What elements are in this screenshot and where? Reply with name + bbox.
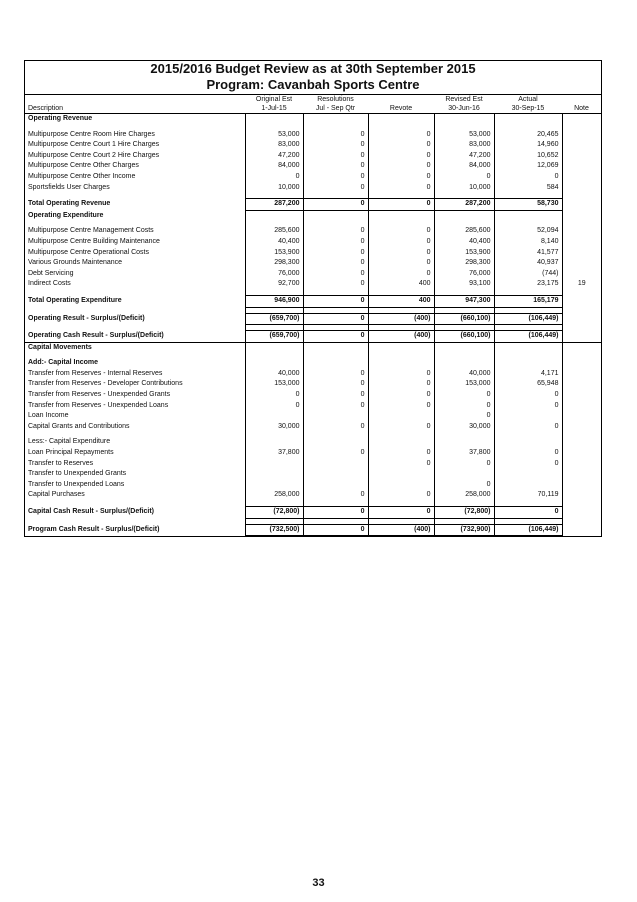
row-description: Transfer to Unexpended Loans (28, 480, 125, 488)
cell-note (562, 411, 601, 422)
cell-note (562, 114, 601, 125)
row-description: Total Operating Revenue (28, 200, 111, 208)
cell-actual: 65,948 (494, 379, 562, 390)
cell-note (562, 130, 601, 141)
cell-note (562, 422, 601, 433)
cell-revised: 83,000 (434, 140, 494, 151)
cell-actual: 40,937 (494, 258, 562, 269)
cell-res (303, 358, 368, 369)
cell-note (562, 490, 601, 501)
cell-res: 0 (303, 269, 368, 280)
cell-res (303, 210, 368, 221)
page-number: 33 (312, 877, 325, 889)
cell-actual: 0 (494, 507, 562, 519)
line-item-row (25, 437, 601, 448)
line-item-row (25, 469, 601, 480)
cell-orig: 47,200 (245, 151, 303, 162)
cell-revote: 0 (368, 379, 434, 390)
cell-note (562, 237, 601, 248)
cell-note (562, 507, 601, 519)
cell-orig (245, 342, 303, 353)
total-row (25, 295, 601, 307)
cell-orig (245, 480, 303, 491)
row-description: Transfer to Unexpended Grants (28, 470, 127, 478)
cell-revised: 0 (434, 401, 494, 412)
cell-revote: 0 (368, 390, 434, 401)
cell-note (562, 342, 601, 353)
cell-revised: (732,900) (434, 524, 494, 536)
cell-revised (434, 358, 494, 369)
header-actual: Actual (494, 95, 562, 105)
cell-revised (434, 114, 494, 125)
cell-note (562, 390, 601, 401)
cell-actual: 0 (494, 390, 562, 401)
cell-note (562, 369, 601, 380)
cell-revote: 0 (368, 490, 434, 501)
cell-actual: (106,449) (494, 331, 562, 343)
cell-note (562, 437, 601, 448)
cell-actual: 0 (494, 422, 562, 433)
cell-revote: 0 (368, 507, 434, 519)
cell-orig: (659,700) (245, 313, 303, 325)
cell-actual: 0 (494, 448, 562, 459)
row-description: Multipurpose Centre Management Costs (28, 227, 154, 235)
row-description: Multipurpose Centre Court 1 Hire Charges (28, 141, 160, 149)
cell-res (303, 411, 368, 422)
cell-revote (368, 437, 434, 448)
line-item-row (25, 379, 601, 390)
cell-note (562, 151, 601, 162)
cell-revised: 153,000 (434, 379, 494, 390)
total-row (25, 524, 601, 536)
cell-res: 0 (303, 313, 368, 325)
cell-actual: (106,449) (494, 524, 562, 536)
cell-note (562, 313, 601, 325)
cell-revote: 0 (368, 269, 434, 280)
cell-res (303, 114, 368, 125)
cell-res: 0 (303, 490, 368, 501)
cell-revote: 0 (368, 448, 434, 459)
cell-res: 0 (303, 331, 368, 343)
cell-revised: 84,000 (434, 161, 494, 172)
row-description: Loan Income (28, 412, 69, 420)
row-description: Sportsfields User Charges (28, 183, 110, 191)
row-description: Capital Purchases (28, 491, 85, 499)
cell-revote: 0 (368, 258, 434, 269)
cell-note (562, 248, 601, 259)
cell-revised: 40,400 (434, 237, 494, 248)
cell-actual (494, 480, 562, 491)
cell-res (303, 480, 368, 491)
cell-actual: 23,175 (494, 279, 562, 290)
section-heading (25, 114, 601, 125)
cell-actual: (106,449) (494, 313, 562, 325)
cell-actual: 58,730 (494, 199, 562, 211)
cell-note (562, 269, 601, 280)
cell-res: 0 (303, 248, 368, 259)
cell-revised: 40,000 (434, 369, 494, 380)
cell-actual: (744) (494, 269, 562, 280)
cell-revised: 0 (434, 390, 494, 401)
cell-revised (434, 342, 494, 353)
cell-revised: 47,200 (434, 151, 494, 162)
row-description: Transfer from Reserves - Internal Reserves (28, 369, 163, 377)
cell-orig (245, 437, 303, 448)
cell-note (562, 459, 601, 470)
line-item-row (25, 226, 601, 237)
cell-res (303, 459, 368, 470)
cell-actual (494, 358, 562, 369)
cell-note (562, 140, 601, 151)
cell-note (562, 401, 601, 412)
cell-note (562, 199, 601, 211)
cell-note (562, 379, 601, 390)
cell-orig: 76,000 (245, 269, 303, 280)
cell-actual: 8,140 (494, 237, 562, 248)
cell-res: 0 (303, 295, 368, 307)
cell-revised: 153,900 (434, 248, 494, 259)
cell-res (303, 437, 368, 448)
cell-revised: 285,600 (434, 226, 494, 237)
cell-note (562, 172, 601, 183)
cell-orig: 84,000 (245, 161, 303, 172)
line-item-row (25, 448, 601, 459)
cell-actual: 584 (494, 183, 562, 194)
line-item-row (25, 140, 601, 151)
cell-revote: 0 (368, 172, 434, 183)
header-revote: Revote (368, 104, 434, 114)
header-row-2 (25, 104, 601, 114)
row-description: Multipurpose Centre Other Income (28, 172, 136, 180)
cell-orig: 53,000 (245, 130, 303, 141)
cell-actual: 70,119 (494, 490, 562, 501)
section-heading (25, 358, 601, 369)
cell-revote (368, 358, 434, 369)
cell-revised: 10,000 (434, 183, 494, 194)
cell-actual: 165,179 (494, 295, 562, 307)
line-item-row (25, 183, 601, 194)
cell-actual: 20,465 (494, 130, 562, 141)
row-description: Multipurpose Centre Court 2 Hire Charges (28, 151, 160, 159)
cell-orig: (659,700) (245, 331, 303, 343)
cell-revote: 0 (368, 237, 434, 248)
cell-note (562, 183, 601, 194)
line-item-row (25, 422, 601, 433)
cell-orig: 0 (245, 172, 303, 183)
cell-actual: 14,960 (494, 140, 562, 151)
cell-revote: 0 (368, 401, 434, 412)
header-description: Description (25, 104, 245, 114)
cell-revised: 0 (434, 411, 494, 422)
budget-rows (25, 114, 601, 536)
cell-actual (494, 210, 562, 221)
cell-revote (368, 480, 434, 491)
cell-orig: 0 (245, 390, 303, 401)
header-original-date: 1-Jul-15 (245, 104, 303, 114)
cell-orig: (72,800) (245, 507, 303, 519)
cell-orig: 258,000 (245, 490, 303, 501)
cell-orig (245, 411, 303, 422)
cell-revote: (400) (368, 313, 434, 325)
cell-orig (245, 358, 303, 369)
program-title: Program: Cavanbah Sports Centre (206, 77, 420, 92)
cell-revised: (660,100) (434, 331, 494, 343)
cell-revote: 0 (368, 226, 434, 237)
header-resolutions: Resolutions (303, 95, 368, 105)
line-item-row (25, 258, 601, 269)
cell-res: 0 (303, 401, 368, 412)
total-row (25, 331, 601, 343)
cell-orig: 287,200 (245, 199, 303, 211)
cell-actual (494, 342, 562, 353)
cell-orig: 946,900 (245, 295, 303, 307)
line-item-row (25, 161, 601, 172)
cell-actual: 12,069 (494, 161, 562, 172)
cell-actual: 0 (494, 459, 562, 470)
cell-orig: 298,300 (245, 258, 303, 269)
cell-note (562, 210, 601, 221)
row-description: Program Cash Result - Surplus/(Deficit) (28, 525, 160, 533)
cell-res: 0 (303, 183, 368, 194)
cell-orig: (732,500) (245, 524, 303, 536)
cell-revote: 0 (368, 151, 434, 162)
cell-revised: 258,000 (434, 490, 494, 501)
row-description: Loan Principal Repayments (28, 449, 114, 457)
cell-res: 0 (303, 130, 368, 141)
line-item-row (25, 269, 601, 280)
row-description: Capital Cash Result - Surplus/(Deficit) (28, 508, 155, 515)
cell-res: 0 (303, 161, 368, 172)
header-actual-date: 30-Sep-15 (494, 104, 562, 114)
line-item-row (25, 459, 601, 470)
cell-revote: 0 (368, 199, 434, 211)
cell-revote: 0 (368, 459, 434, 470)
cell-actual: 0 (494, 401, 562, 412)
row-description: Multipurpose Centre Other Charges (28, 162, 139, 170)
cell-note (562, 331, 601, 343)
row-description: Less:- Capital Expenditure (28, 438, 111, 446)
cell-res: 0 (303, 390, 368, 401)
cell-revote (368, 210, 434, 221)
cell-res: 0 (303, 369, 368, 380)
cell-actual (494, 411, 562, 422)
cell-res: 0 (303, 199, 368, 211)
cell-revote: 0 (368, 422, 434, 433)
cell-revote: 0 (368, 140, 434, 151)
line-item-row (25, 237, 601, 248)
cell-note (562, 226, 601, 237)
cell-res: 0 (303, 226, 368, 237)
row-description: Various Grounds Maintenance (28, 259, 123, 267)
header-revised-est: Revised Est (434, 95, 494, 105)
cell-res: 0 (303, 258, 368, 269)
row-description: Multipurpose Centre Operational Costs (28, 248, 150, 256)
cell-revised (434, 469, 494, 480)
cell-revised: 298,300 (434, 258, 494, 269)
cell-res: 0 (303, 524, 368, 536)
report-title: 2015/2016 Budget Review as at 30th September 2015 (150, 61, 476, 76)
cell-revised: 0 (434, 480, 494, 491)
header-row-1 (25, 95, 601, 105)
cell-revote: 0 (368, 248, 434, 259)
cell-note (562, 161, 601, 172)
cell-res: 0 (303, 422, 368, 433)
budget-review-report (24, 60, 602, 537)
row-description: Add:- Capital Income (28, 359, 99, 367)
cell-res: 0 (303, 172, 368, 183)
cell-actual (494, 437, 562, 448)
total-row (25, 313, 601, 325)
total-row (25, 507, 601, 519)
cell-revote: 400 (368, 295, 434, 307)
row-description: Debt Servicing (28, 269, 74, 277)
cell-note (562, 480, 601, 491)
total-row (25, 199, 601, 211)
row-description: Indirect Costs (28, 280, 71, 288)
row-description: Transfer to Reserves (28, 459, 94, 467)
cell-res: 0 (303, 279, 368, 290)
cell-actual: 52,094 (494, 226, 562, 237)
cell-res (303, 469, 368, 480)
cell-revote: (400) (368, 524, 434, 536)
cell-note (562, 358, 601, 369)
header-resolutions-period: Jul - Sep Qtr (303, 104, 368, 114)
cell-orig: 285,600 (245, 226, 303, 237)
cell-orig: 0 (245, 401, 303, 412)
cell-revote (368, 114, 434, 125)
budget-table (25, 94, 601, 536)
row-description: Multipurpose Centre Building Maintenance (28, 237, 160, 245)
cell-revised: 93,100 (434, 279, 494, 290)
cell-orig: 30,000 (245, 422, 303, 433)
cell-orig: 40,000 (245, 369, 303, 380)
cell-revote: 0 (368, 130, 434, 141)
header-revised-date: 30-Jun-16 (434, 104, 494, 114)
cell-revised: (72,800) (434, 507, 494, 519)
line-item-row (25, 390, 601, 401)
cell-actual: 0 (494, 172, 562, 183)
row-description: Operating Result - Surplus/(Deficit) (28, 314, 145, 322)
cell-revote: (400) (368, 331, 434, 343)
row-description: Total Operating Expenditure (28, 296, 122, 304)
cell-revote: 0 (368, 161, 434, 172)
cell-orig (245, 459, 303, 470)
cell-orig: 10,000 (245, 183, 303, 194)
cell-note (562, 258, 601, 269)
cell-orig: 153,000 (245, 379, 303, 390)
cell-res: 0 (303, 140, 368, 151)
cell-revised: 30,000 (434, 422, 494, 433)
cell-orig: 40,400 (245, 237, 303, 248)
cell-actual: 4,171 (494, 369, 562, 380)
row-description: Operating Revenue (28, 115, 93, 122)
cell-revised: 287,200 (434, 199, 494, 211)
cell-note (562, 295, 601, 307)
cell-revised: 76,000 (434, 269, 494, 280)
line-item-row (25, 172, 601, 183)
cell-revised: 37,800 (434, 448, 494, 459)
cell-actual (494, 114, 562, 125)
cell-res: 0 (303, 448, 368, 459)
cell-revote (368, 342, 434, 353)
cell-revote: 0 (368, 369, 434, 380)
cell-revote (368, 469, 434, 480)
cell-revised: (660,100) (434, 313, 494, 325)
cell-orig (245, 469, 303, 480)
cell-orig (245, 114, 303, 125)
cell-orig: 37,800 (245, 448, 303, 459)
cell-revote (368, 411, 434, 422)
line-item-row (25, 411, 601, 422)
row-description: Operating Cash Result - Surplus/(Deficit) (28, 331, 164, 339)
row-description: Capital Movements (25, 342, 245, 353)
line-item-row (25, 480, 601, 491)
cell-revised: 947,300 (434, 295, 494, 307)
line-item-row (25, 369, 601, 380)
section-heading (25, 210, 601, 221)
row-description: Capital Grants and Contributions (28, 422, 130, 430)
cell-orig: 153,900 (245, 248, 303, 259)
cell-actual (494, 469, 562, 480)
cell-revote: 0 (368, 183, 434, 194)
cell-note: 19 (562, 279, 601, 290)
cell-actual: 10,652 (494, 151, 562, 162)
cell-res: 0 (303, 379, 368, 390)
cell-orig (245, 210, 303, 221)
cell-actual: 41,577 (494, 248, 562, 259)
row-description: Operating Expenditure (28, 211, 104, 219)
row-description: Transfer from Reserves - Developer Contributions (28, 380, 183, 388)
cell-orig: 92,700 (245, 279, 303, 290)
row-description: Transfer from Reserves - Unexpended Loans (28, 401, 169, 409)
cell-revised (434, 210, 494, 221)
line-item-row (25, 279, 601, 290)
cell-note (562, 448, 601, 459)
cell-revised: 0 (434, 172, 494, 183)
cell-revised (434, 437, 494, 448)
line-item-row (25, 151, 601, 162)
cell-revised: 53,000 (434, 130, 494, 141)
section-heading (25, 342, 601, 353)
cell-note (562, 524, 601, 536)
line-item-row (25, 130, 601, 141)
line-item-row (25, 401, 601, 412)
cell-res: 0 (303, 237, 368, 248)
header-note: Note (562, 104, 601, 114)
cell-res: 0 (303, 151, 368, 162)
line-item-row (25, 248, 601, 259)
cell-orig: 83,000 (245, 140, 303, 151)
cell-note (562, 469, 601, 480)
row-description: Multipurpose Centre Room Hire Charges (28, 130, 155, 138)
cell-revote: 400 (368, 279, 434, 290)
header-original-est: Original Est (245, 95, 303, 105)
line-item-row (25, 490, 601, 501)
cell-res: 0 (303, 507, 368, 519)
cell-res (303, 342, 368, 353)
cell-revised: 0 (434, 459, 494, 470)
row-description: Transfer from Reserves - Unexpended Grants (28, 391, 171, 399)
